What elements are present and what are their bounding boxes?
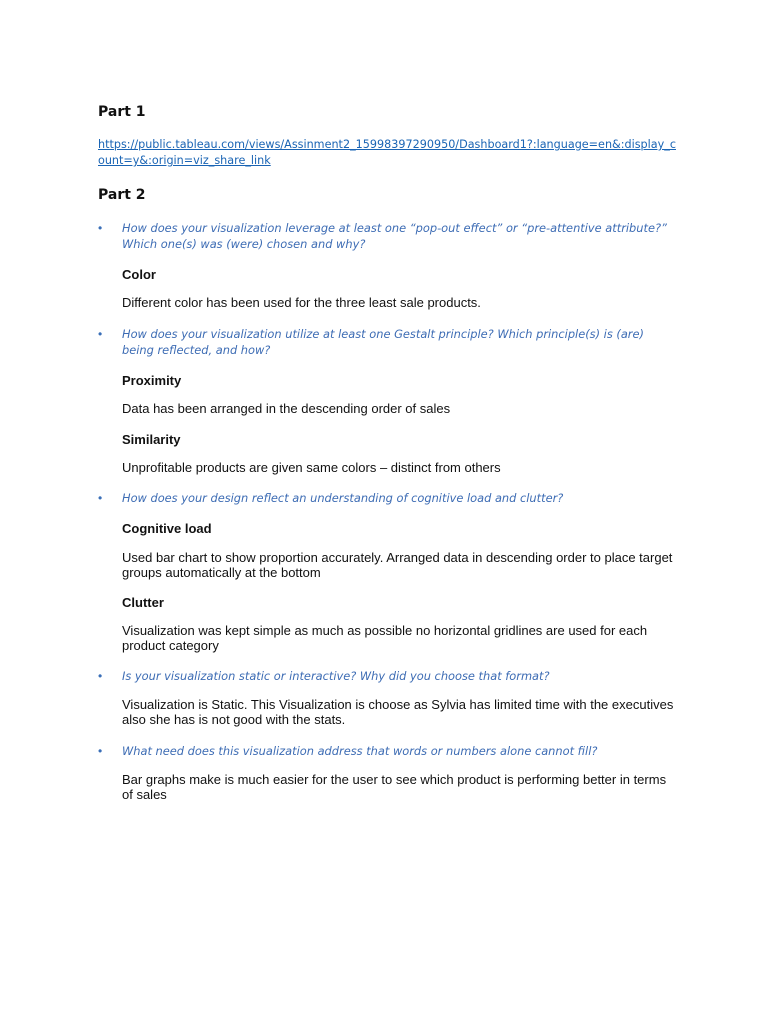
part1-heading: Part 1 — [98, 104, 146, 120]
question-3-text: How does your design reflect an understanding of cognitive load and clutter? — [122, 491, 564, 505]
answer-body-clutter: Visualization was kept simple as much as possible no horizontal gridlines are used for each product category — [122, 623, 648, 653]
bullet-icon: • — [98, 221, 103, 235]
answer-body-similarity: Unprofitable products are given same colors – distinct from others — [122, 460, 501, 475]
tableau-dashboard-link[interactable]: https://public.tableau.com/views/Assinment2_15998397290950/Dashboard1?:language=en&:display_count=y&:origin=viz_share_link — [98, 138, 676, 167]
answer-body-cognitive-load: Used bar chart to show proportion accurately. Arranged data in descending order to place target groups automatically at the bottom — [122, 550, 673, 580]
answer-subhead-proximity: Proximity — [122, 373, 182, 388]
question-2-text: How does your visualization utilize at least one Gestalt principle? Which principle(s) is (are) being reflected, and how? — [122, 327, 644, 357]
bullet-icon: • — [98, 669, 103, 683]
question-1-text: How does your visualization leverage at least one “pop-out effect” or “pre-attentive attribute?” Which one(s) was (were) chosen and why? — [122, 221, 667, 251]
part2-heading: Part 2 — [98, 187, 146, 203]
answer-subhead-cognitive-load: Cognitive load — [122, 521, 212, 536]
question-5-text: What need does this visualization address that words or numbers alone cannot fill? — [122, 744, 598, 758]
question-4-text: Is your visualization static or interactive? Why did you choose that format? — [122, 669, 550, 683]
bullet-icon: • — [98, 491, 103, 505]
question-3 — [98, 490, 678, 506]
answer-subhead-color: Color — [122, 267, 156, 282]
bullet-icon: • — [98, 327, 103, 341]
answer-subhead-similarity: Similarity — [122, 432, 181, 447]
question-5 — [98, 743, 678, 759]
question-4 — [98, 668, 678, 684]
bullet-icon: • — [98, 744, 103, 758]
answer-body-color: Different color has been used for the three least sale products. — [122, 295, 481, 310]
question-2 — [98, 326, 678, 358]
answer-body-static: Visualization is Static. This Visualization is choose as Sylvia has limited time with the executives also she has is not good with the stats. — [122, 697, 674, 727]
answer-body-need: Bar graphs make is much easier for the user to see which product is performing better in terms of sales — [122, 772, 667, 802]
question-1 — [98, 220, 678, 252]
answer-subhead-clutter: Clutter — [122, 595, 164, 610]
answer-body-proximity: Data has been arranged in the descending order of sales — [122, 401, 451, 416]
